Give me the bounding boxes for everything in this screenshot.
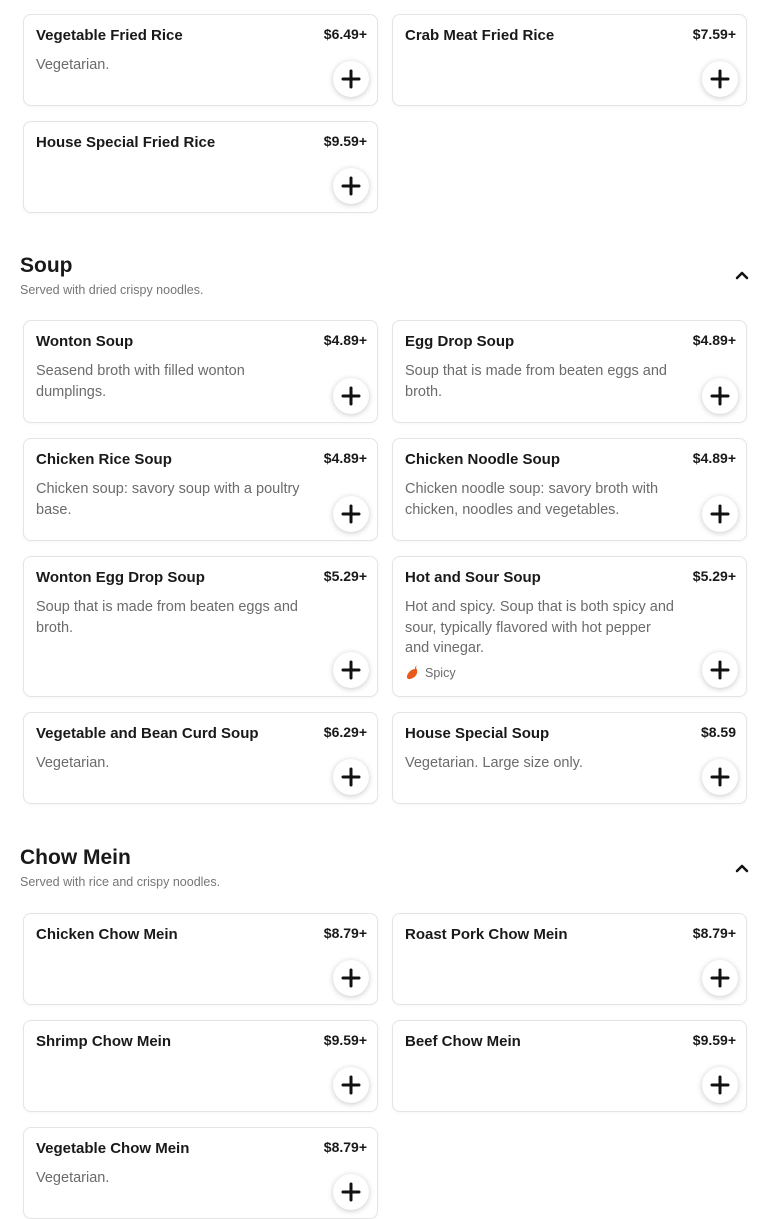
item-price: $4.89+	[692, 332, 736, 348]
plus-icon	[341, 1182, 361, 1202]
plus-icon	[341, 69, 361, 89]
item-price: $7.59+	[692, 26, 736, 42]
item-price: $5.29+	[323, 568, 367, 584]
chili-pepper-icon	[405, 665, 419, 680]
menu-item-card[interactable]	[392, 712, 747, 804]
plus-icon	[341, 767, 361, 787]
section-header-soup	[20, 254, 203, 297]
plus-icon	[710, 968, 730, 988]
add-item-button[interactable]	[702, 496, 738, 532]
menu-item-card[interactable]	[23, 320, 378, 423]
item-description: Chicken noodle soup: savory broth with chicken, noodles and vegetables.	[405, 481, 659, 518]
item-name: Crab Meat Fried Rice	[405, 27, 555, 44]
item-name: Chicken Rice Soup	[36, 451, 172, 468]
item-price: $8.79+	[323, 1139, 367, 1155]
add-item-button[interactable]	[702, 960, 738, 996]
item-price: $9.59+	[692, 1032, 736, 1048]
item-description: Vegetarian.	[36, 755, 110, 771]
add-item-button[interactable]	[702, 652, 738, 688]
collapse-section-button[interactable]	[730, 263, 754, 287]
section-header-chow-mein	[20, 846, 220, 889]
add-item-button[interactable]	[333, 378, 369, 414]
item-price: $9.59+	[323, 133, 367, 149]
section-title: Chow Mein	[20, 846, 131, 869]
item-price: $8.79+	[692, 925, 736, 941]
item-name: Vegetable Chow Mein	[36, 1140, 190, 1157]
item-price: $8.79+	[323, 925, 367, 941]
add-item-button[interactable]	[333, 61, 369, 97]
item-name: House Special Fried Rice	[36, 134, 216, 151]
menu-item-card[interactable]	[23, 14, 378, 106]
plus-icon	[710, 1075, 730, 1095]
add-item-button[interactable]	[333, 759, 369, 795]
item-price: $4.89+	[692, 450, 736, 466]
item-price: $5.29+	[692, 568, 736, 584]
item-description: Hot and spicy. Soup that is both spicy and sour, typically flavored with hot pepper and vinegar.	[405, 599, 674, 656]
item-description: Seasend broth with filled wonton dumplings.	[36, 363, 245, 400]
item-name: Wonton Soup	[36, 333, 134, 350]
item-name: House Special Soup	[405, 725, 550, 742]
item-description: Vegetarian. Large size only.	[405, 755, 583, 771]
menu-item-card[interactable]	[392, 556, 747, 697]
plus-icon	[710, 504, 730, 524]
add-item-button[interactable]	[333, 960, 369, 996]
plus-icon	[341, 1075, 361, 1095]
menu-item-card[interactable]	[392, 438, 747, 541]
add-item-button[interactable]	[333, 496, 369, 532]
menu-item-card[interactable]	[23, 1020, 378, 1112]
menu-item-card[interactable]	[23, 438, 378, 541]
add-item-button[interactable]	[333, 1174, 369, 1210]
item-name: Wonton Egg Drop Soup	[36, 569, 205, 586]
item-name: Beef Chow Mein	[405, 1033, 521, 1050]
add-item-button[interactable]	[702, 378, 738, 414]
plus-icon	[341, 176, 361, 196]
item-name: Chicken Chow Mein	[36, 926, 178, 943]
chevron-up-icon	[735, 863, 749, 873]
add-item-button[interactable]	[333, 652, 369, 688]
add-item-button[interactable]	[702, 759, 738, 795]
plus-icon	[710, 660, 730, 680]
add-item-button[interactable]	[333, 1067, 369, 1103]
item-price: $6.29+	[323, 724, 367, 740]
item-name: Shrimp Chow Mein	[36, 1033, 171, 1050]
section-subtitle: Served with dried crispy noodles.	[20, 283, 204, 297]
chevron-up-icon	[735, 270, 749, 280]
plus-icon	[710, 69, 730, 89]
section-title: Soup	[20, 254, 73, 277]
plus-icon	[341, 386, 361, 406]
tag-label: Spicy	[425, 665, 456, 680]
add-item-button[interactable]	[333, 168, 369, 204]
item-description: Vegetarian.	[36, 57, 110, 73]
item-name: Chicken Noodle Soup	[405, 451, 561, 468]
menu-item-card[interactable]	[392, 14, 747, 106]
menu-item-card[interactable]	[392, 1020, 747, 1112]
menu-item-card[interactable]	[23, 121, 378, 213]
menu-item-card[interactable]	[23, 913, 378, 1005]
plus-icon	[341, 968, 361, 988]
plus-icon	[710, 386, 730, 406]
plus-icon	[341, 504, 361, 524]
menu-item-card[interactable]	[23, 556, 378, 697]
add-item-button[interactable]	[702, 1067, 738, 1103]
item-name: Vegetable and Bean Curd Soup	[36, 725, 259, 742]
item-price: $8.59	[700, 724, 736, 740]
item-name: Vegetable Fried Rice	[36, 27, 183, 44]
item-description: Vegetarian.	[36, 1170, 110, 1186]
item-price: $9.59+	[323, 1032, 367, 1048]
plus-icon	[710, 767, 730, 787]
item-name: Hot and Sour Soup	[405, 569, 541, 586]
item-price: $4.89+	[323, 332, 367, 348]
item-description: Soup that is made from beaten eggs and broth.	[405, 363, 667, 400]
collapse-section-button[interactable]	[730, 856, 754, 880]
menu-item-card[interactable]	[23, 1127, 378, 1219]
item-price: $4.89+	[323, 450, 367, 466]
menu-item-card[interactable]	[392, 913, 747, 1005]
item-description: Soup that is made from beaten eggs and broth.	[36, 599, 298, 636]
menu-item-card[interactable]	[392, 320, 747, 423]
menu-item-card[interactable]	[23, 712, 378, 804]
spicy-tag	[405, 665, 456, 680]
add-item-button[interactable]	[702, 61, 738, 97]
plus-icon	[341, 660, 361, 680]
item-name: Egg Drop Soup	[405, 333, 515, 350]
item-description: Chicken soup: savory soup with a poultry base.	[36, 481, 300, 518]
item-name: Roast Pork Chow Mein	[405, 926, 568, 943]
item-price: $6.49+	[323, 26, 367, 42]
section-subtitle: Served with rice and crispy noodles.	[20, 875, 221, 889]
